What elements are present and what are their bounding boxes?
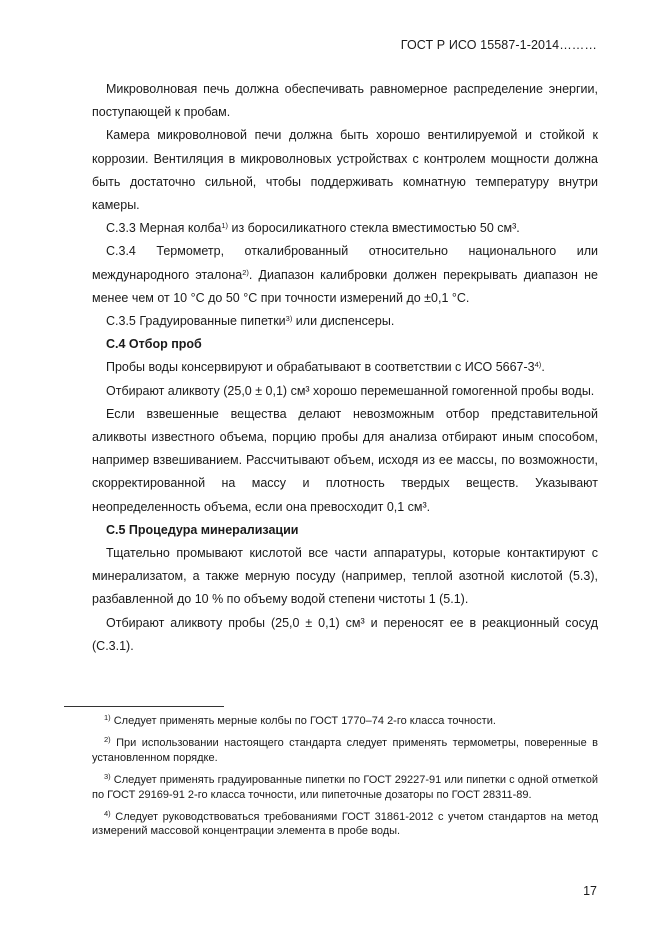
running-header: ГОСТ Р ИСО 15587-1-2014……… bbox=[400, 38, 597, 52]
footnote-text: Следует применять мерные колбы по ГОСТ 1770–74 2-го класса точности. bbox=[110, 715, 496, 727]
footnote-separator bbox=[64, 706, 224, 707]
text-run: С.3.5 Градуированные пипетки bbox=[106, 314, 286, 329]
paragraph: Камера микроволновой печи должна быть хорошо вентилируемой и стойкой к коррозии. Вентиляция в микроволновых устройствах с контролем мощности должна быть достаточно сильной, чтобы поддерживать комнатную температуру внутри камеры. bbox=[92, 128, 598, 213]
section-heading: С.4 Отбор проб bbox=[106, 337, 202, 352]
text-run: . Диапазон калибровки должен перекрывать диапазон не менее чем от 10 °С до 50 °С при точности измерений до ±0,1 °С. bbox=[92, 267, 598, 305]
paragraph-c34 bbox=[92, 240, 598, 310]
paragraph-c35 bbox=[92, 310, 598, 333]
page-number: 17 bbox=[583, 884, 597, 898]
footnote-text: Следует руководствоваться требованиями ГОСТ 31861-2012 с учетом стандартов на метод измерений массовой концентрации элемента в пробе воды. bbox=[92, 811, 598, 838]
footnote bbox=[92, 736, 598, 765]
text-run: С.3.3 Мерная колба bbox=[106, 221, 222, 236]
paragraph: Микроволновая печь должна обеспечивать равномерное распределение энергии, поступающей к пробам. bbox=[92, 82, 598, 120]
text-run: или диспенсеры. bbox=[292, 314, 395, 329]
footnote-mark: 2) bbox=[104, 735, 111, 745]
text-run: С.3.4 Термометр, откалиброванный относительно национального или международного эталона bbox=[92, 244, 598, 282]
footnote bbox=[92, 810, 598, 839]
paragraph: Отбирают аликвоту (25,0 ± 0,1) см³ хорошо перемешанной гомогенной пробы воды. bbox=[106, 383, 595, 398]
footnote-text: При использовании настоящего стандарта следует применять термометры, поверенные в установленном порядке. bbox=[92, 737, 598, 764]
text-run: из боросиликатного стекла вместимостью 50 см³. bbox=[227, 221, 520, 236]
footnote bbox=[92, 773, 598, 802]
footnote-ref[interactable]: 2) bbox=[242, 267, 249, 277]
text-run: Пробы воды консервируют и обрабатывают в соответствии с ИСО 5667-3 bbox=[106, 360, 535, 375]
footnote-mark: 1) bbox=[104, 713, 111, 722]
section-heading: С.5 Процедура минерализации bbox=[106, 522, 299, 537]
footnote-text: Следует применять градуированные пипетки по ГОСТ 29227-91 или пипетки с одной отметкой по ГОСТ 29169-91 2-го класса точности, или пипеточные дозаторы по ГОСТ 28311-89. bbox=[92, 774, 598, 801]
footnote-ref[interactable]: 4) bbox=[534, 360, 542, 370]
footnotes bbox=[92, 714, 598, 847]
body-text bbox=[92, 78, 598, 658]
footnote-ref[interactable]: 1) bbox=[221, 221, 228, 231]
paragraph: Отбирают аликвоту пробы (25,0 ± 0,1) см³ и переносят ее в реакционный сосуд (С.3.1). bbox=[92, 615, 598, 653]
footnote bbox=[92, 714, 598, 728]
paragraph: Если взвешенные вещества делают невозможным отбор представительной аликвоты известного объема, порцию пробы для анализа отбирают иным способом, например взвешиванием. Рассчитывают объем, исходя из ее массы, по возможности, скорректированной на массу и плотность твердых веществ. Указывают неопределенность объема, если она превосходит 0,1 см³. bbox=[92, 406, 598, 514]
footnote-mark: 4) bbox=[104, 809, 111, 819]
paragraph bbox=[92, 356, 598, 379]
paragraph-c33 bbox=[92, 217, 598, 240]
footnote-ref[interactable]: 3) bbox=[285, 314, 293, 324]
text-run: . bbox=[541, 360, 545, 375]
footnote-mark: 3) bbox=[104, 772, 111, 782]
paragraph: Тщательно промывают кислотой все части аппаратуры, которые контактируют с минерализатом, а также мерную посуду (например, теплой азотной кислотой (5.3), разбавленной до 10 % по объему водой степени чистоты 1 (5.1). bbox=[92, 546, 598, 607]
